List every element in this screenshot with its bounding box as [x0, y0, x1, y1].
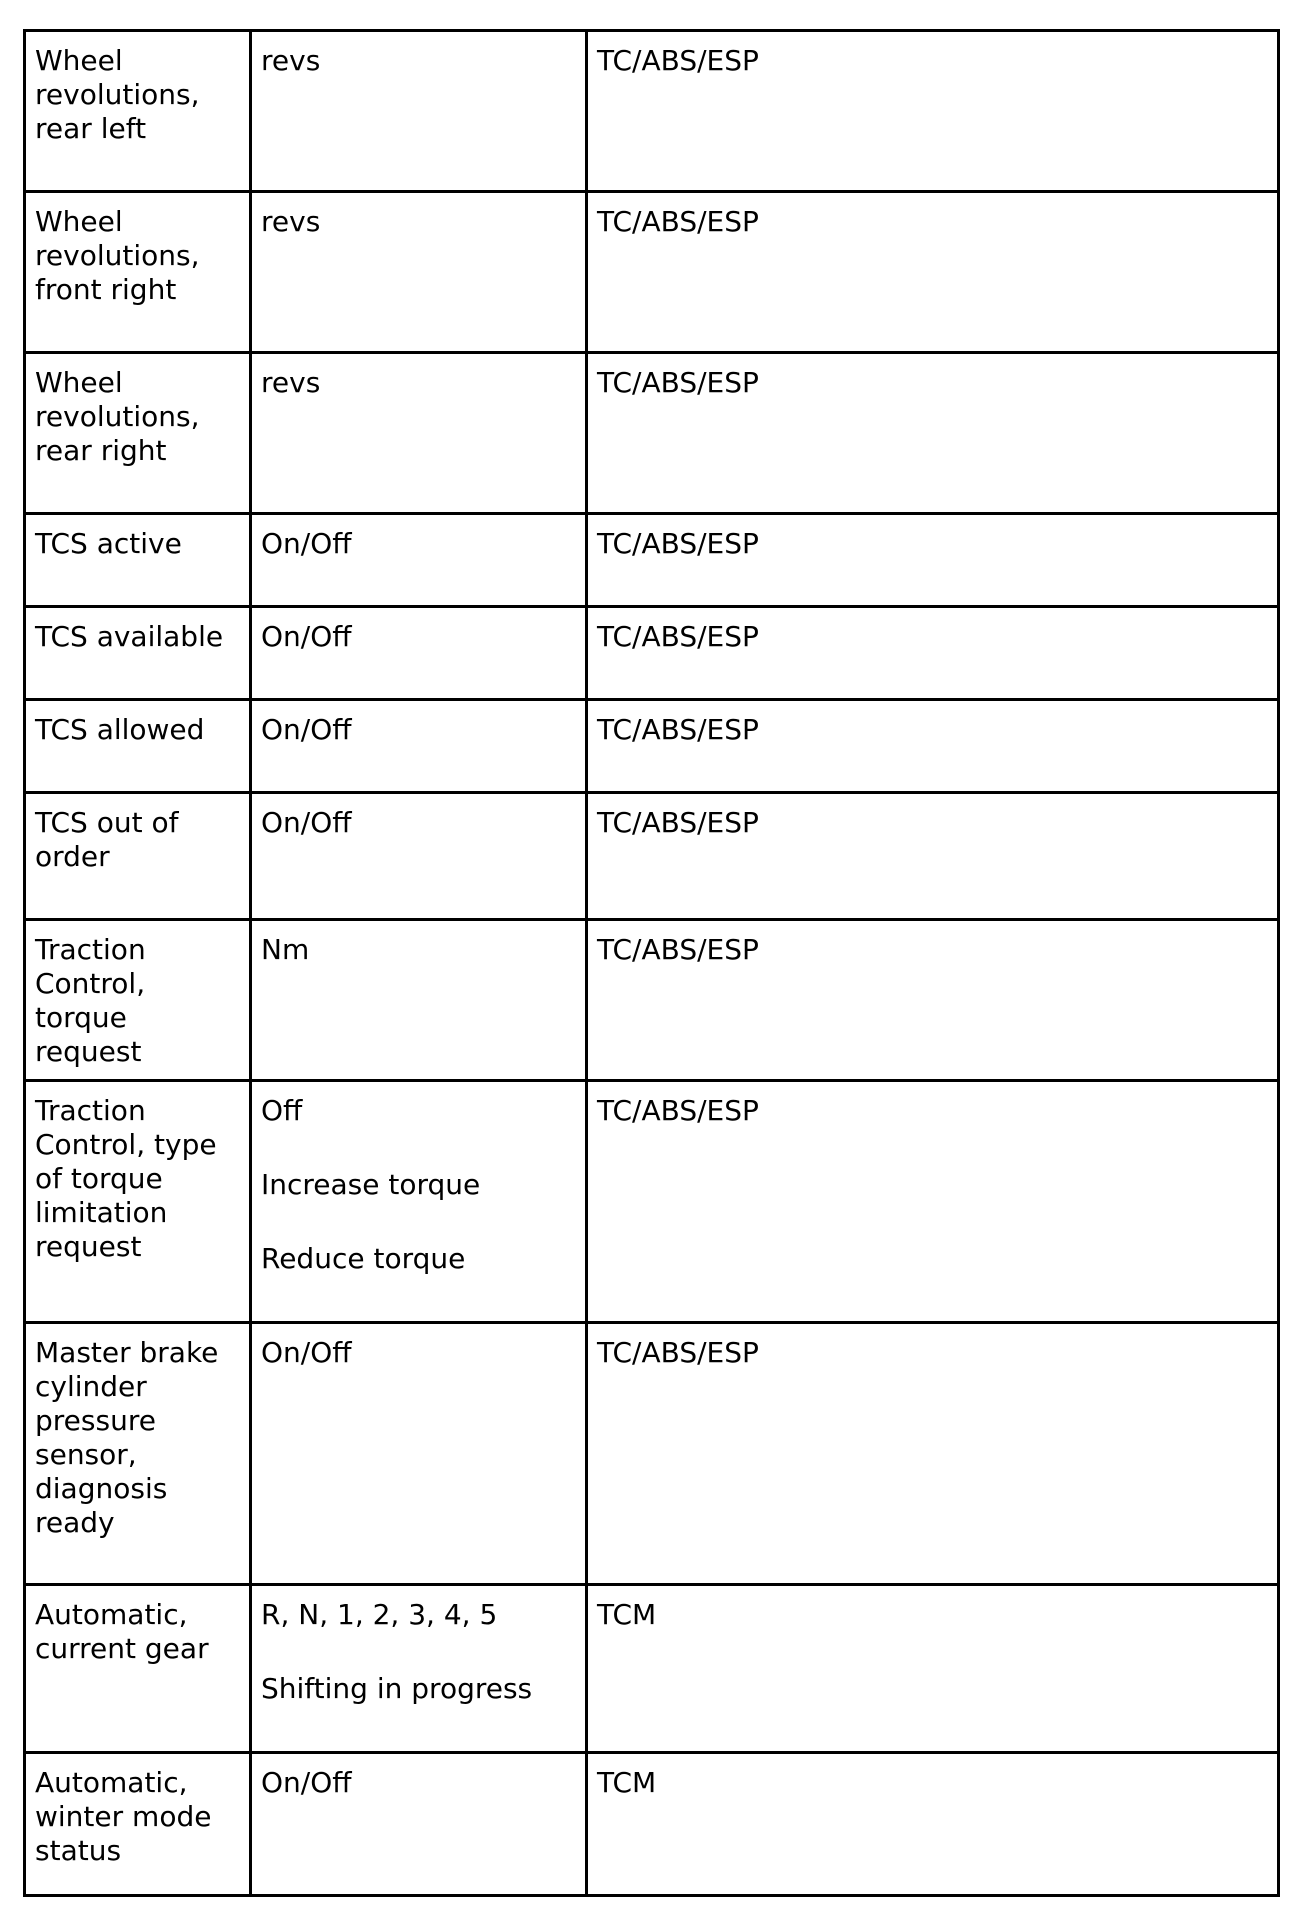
value-cell — [251, 920, 587, 1081]
value-cell — [251, 793, 587, 920]
value-text: Increase torque — [261, 1168, 481, 1201]
table-row — [25, 192, 1279, 353]
table-row — [25, 514, 1279, 607]
parameter-cell: Traction Control, type of torque limitation request — [25, 1081, 251, 1323]
source-cell: TC/ABS/ESP — [587, 793, 1279, 920]
value-text: revs — [261, 366, 321, 399]
parameter-cell: Master brake cylinder pressure sensor, diagnosis ready — [25, 1323, 251, 1585]
source-cell: TCM — [587, 1585, 1279, 1753]
value-cell — [251, 514, 587, 607]
value-cell — [251, 1753, 587, 1896]
parameter-cell: Wheel revolutions, rear left — [25, 31, 251, 192]
source-cell: TC/ABS/ESP — [587, 192, 1279, 353]
source-cell: TC/ABS/ESP — [587, 353, 1279, 514]
source-cell: TC/ABS/ESP — [587, 1081, 1279, 1323]
table-row — [25, 700, 1279, 793]
source-cell: TC/ABS/ESP — [587, 607, 1279, 700]
value-text: Nm — [261, 933, 310, 966]
source-cell: TC/ABS/ESP — [587, 1323, 1279, 1585]
table-row — [25, 793, 1279, 920]
table-row — [25, 1081, 1279, 1323]
table-row — [25, 1753, 1279, 1896]
source-cell: TC/ABS/ESP — [587, 31, 1279, 192]
parameter-cell: Wheel revolutions, rear right — [25, 353, 251, 514]
value-text: revs — [261, 44, 321, 77]
source-cell: TC/ABS/ESP — [587, 514, 1279, 607]
value-cell — [251, 353, 587, 514]
source-cell: TC/ABS/ESP — [587, 700, 1279, 793]
value-text: On/Off — [261, 806, 352, 839]
value-cell — [251, 31, 587, 192]
value-cell — [251, 1081, 587, 1323]
table-row — [25, 31, 1279, 192]
value-text: Off — [261, 1094, 303, 1127]
value-text: On/Off — [261, 620, 352, 653]
parameter-cell: Automatic, current gear — [25, 1585, 251, 1753]
table-row — [25, 1585, 1279, 1753]
source-cell: TCM — [587, 1753, 1279, 1896]
value-text: Reduce torque — [261, 1242, 466, 1275]
value-cell — [251, 1323, 587, 1585]
source-cell: TC/ABS/ESP — [587, 920, 1279, 1081]
parameter-table — [23, 29, 1280, 1897]
value-text: On/Off — [261, 1336, 352, 1369]
value-cell — [251, 607, 587, 700]
parameter-cell: Automatic, winter mode status — [25, 1753, 251, 1896]
table-row — [25, 1323, 1279, 1585]
value-text: Shifting in progress — [261, 1672, 533, 1705]
table-row — [25, 920, 1279, 1081]
value-text: On/Off — [261, 1766, 352, 1799]
value-text: R, N, 1, 2, 3, 4, 5 — [261, 1598, 498, 1631]
table-row — [25, 607, 1279, 700]
parameter-cell: TCS out of order — [25, 793, 251, 920]
parameter-cell: TCS active — [25, 514, 251, 607]
value-cell — [251, 192, 587, 353]
parameter-cell: TCS allowed — [25, 700, 251, 793]
value-cell — [251, 700, 587, 793]
parameter-cell: TCS available — [25, 607, 251, 700]
value-text: On/Off — [261, 527, 352, 560]
table-row — [25, 353, 1279, 514]
parameter-cell: Traction Control, torque request — [25, 920, 251, 1081]
value-text: revs — [261, 205, 321, 238]
parameter-cell: Wheel revolutions, front right — [25, 192, 251, 353]
value-text: On/Off — [261, 713, 352, 746]
value-cell — [251, 1585, 587, 1753]
